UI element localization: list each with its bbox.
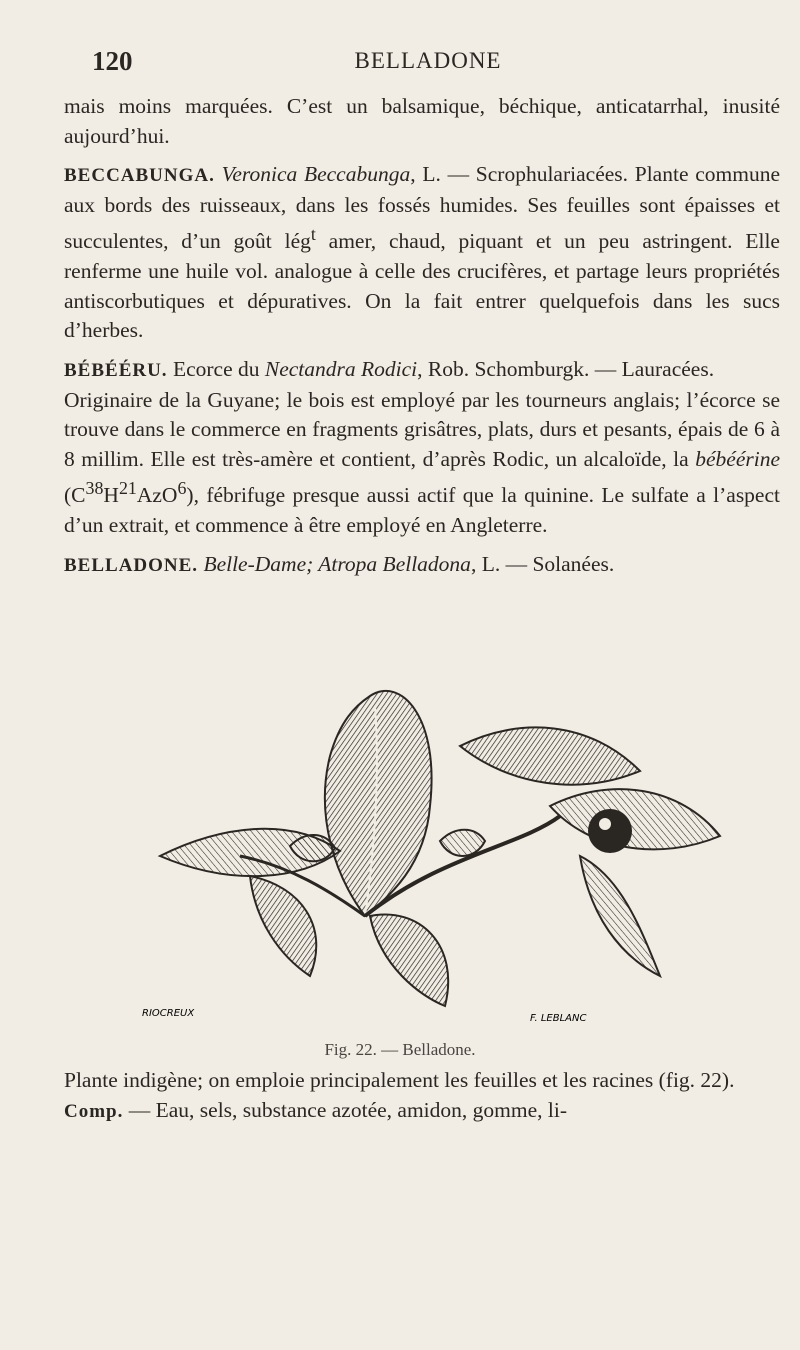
leaf-shape <box>550 789 720 849</box>
entry-text: Originaire de la Guyane; le bois est employé par les tourneurs anglais; l’écorce se trouve dans le commerce en fragments grisâtres, plats, durs et pesants, épais de 6 à 8 millim. Elle est très-amère et contient, d’après Rodic, un alcaloïde, la <box>64 387 780 471</box>
entry-heading: BELLADONE. <box>64 554 199 576</box>
engraver-signature-right: F. LEBLANC <box>530 1013 587 1024</box>
entry-belladone <box>64 550 780 581</box>
belladonna-illustration <box>140 676 730 1026</box>
figure-belladonna <box>140 676 730 1024</box>
intro-paragraph: mais moins marquées. C’est un balsamique, béchique, anticatarrhal, inusité aujourd’hui. <box>64 94 780 148</box>
entry-text: , Rob. Schomburgk. — Lauracées. <box>417 356 715 381</box>
page-number: 120 <box>92 46 133 76</box>
entry-text: amer, chaud, piquant et un peu astringent. Elle renferme une huile vol. analogue à celle des crucifères, et partage leurs propriétés antiscorbutiques et dépuratives. On la fait entrer quelquefois dans les sucs d’herbes. <box>64 229 780 343</box>
leaf-shape <box>460 727 640 784</box>
entry-text: — Eau, sels, substance azotée, amidon, gomme, li- <box>123 1097 567 1122</box>
formula-azo: AzO <box>136 483 178 508</box>
paragraph: Plante indigène; on emploie principalement les feuilles et les racines (fig. 22). <box>64 1068 735 1092</box>
formula-sub: 38 <box>85 478 104 499</box>
formula-sub: 6 <box>177 478 187 499</box>
latin-name: Belle-Dame; Atropa Belladona <box>203 551 471 576</box>
figure-caption: Fig. 22. — Belladone. <box>324 1040 476 1059</box>
body-text-bottom <box>64 1066 780 1126</box>
entry-text: ), fébrifuge presque aussi actif que la quinine. Le sulfate a l’aspect d’un extrait, et commence à être employé en Angleterre. <box>64 483 780 538</box>
entry-text: Ecorce du <box>167 356 265 381</box>
formula-h: H <box>103 483 119 508</box>
engraver-signature-left: RIOCREUX <box>142 1008 195 1019</box>
entry-heading: Comp. <box>64 1100 124 1122</box>
page-header <box>92 46 764 80</box>
leaf-shape <box>370 914 448 1006</box>
leaf-shape <box>580 856 660 976</box>
paragraph-composition <box>64 1096 780 1127</box>
leaf-shape <box>250 876 316 976</box>
entry-bebeeru <box>64 355 780 386</box>
abbr-superscript: t <box>310 224 316 245</box>
berry <box>588 809 632 853</box>
entry-text: , L. — Scrophulariacées. Plante commune aux bords des ruisseaux, dans les fossés humides. Ses feuilles sont épaisses et succulentes, d’un goût lég <box>64 162 780 254</box>
formula-sub: 21 <box>118 478 137 499</box>
alkaloid-name: bébéérine <box>695 446 780 471</box>
formula-open: (C <box>64 483 86 508</box>
body-text-top <box>64 92 780 580</box>
entry-bebeeru-body <box>64 386 780 541</box>
latin-name: Veronica Beccabunga <box>221 162 411 187</box>
entry-text: , L. — Solanées. <box>470 551 615 576</box>
entry-beccabunga <box>64 160 780 346</box>
entry-heading: BÉBÉÉRU. <box>64 359 168 381</box>
running-head: BELLADONE <box>354 48 502 73</box>
entry-heading: BECCABUNGA. <box>64 165 215 187</box>
latin-name: Nectandra Rodici <box>264 356 418 381</box>
